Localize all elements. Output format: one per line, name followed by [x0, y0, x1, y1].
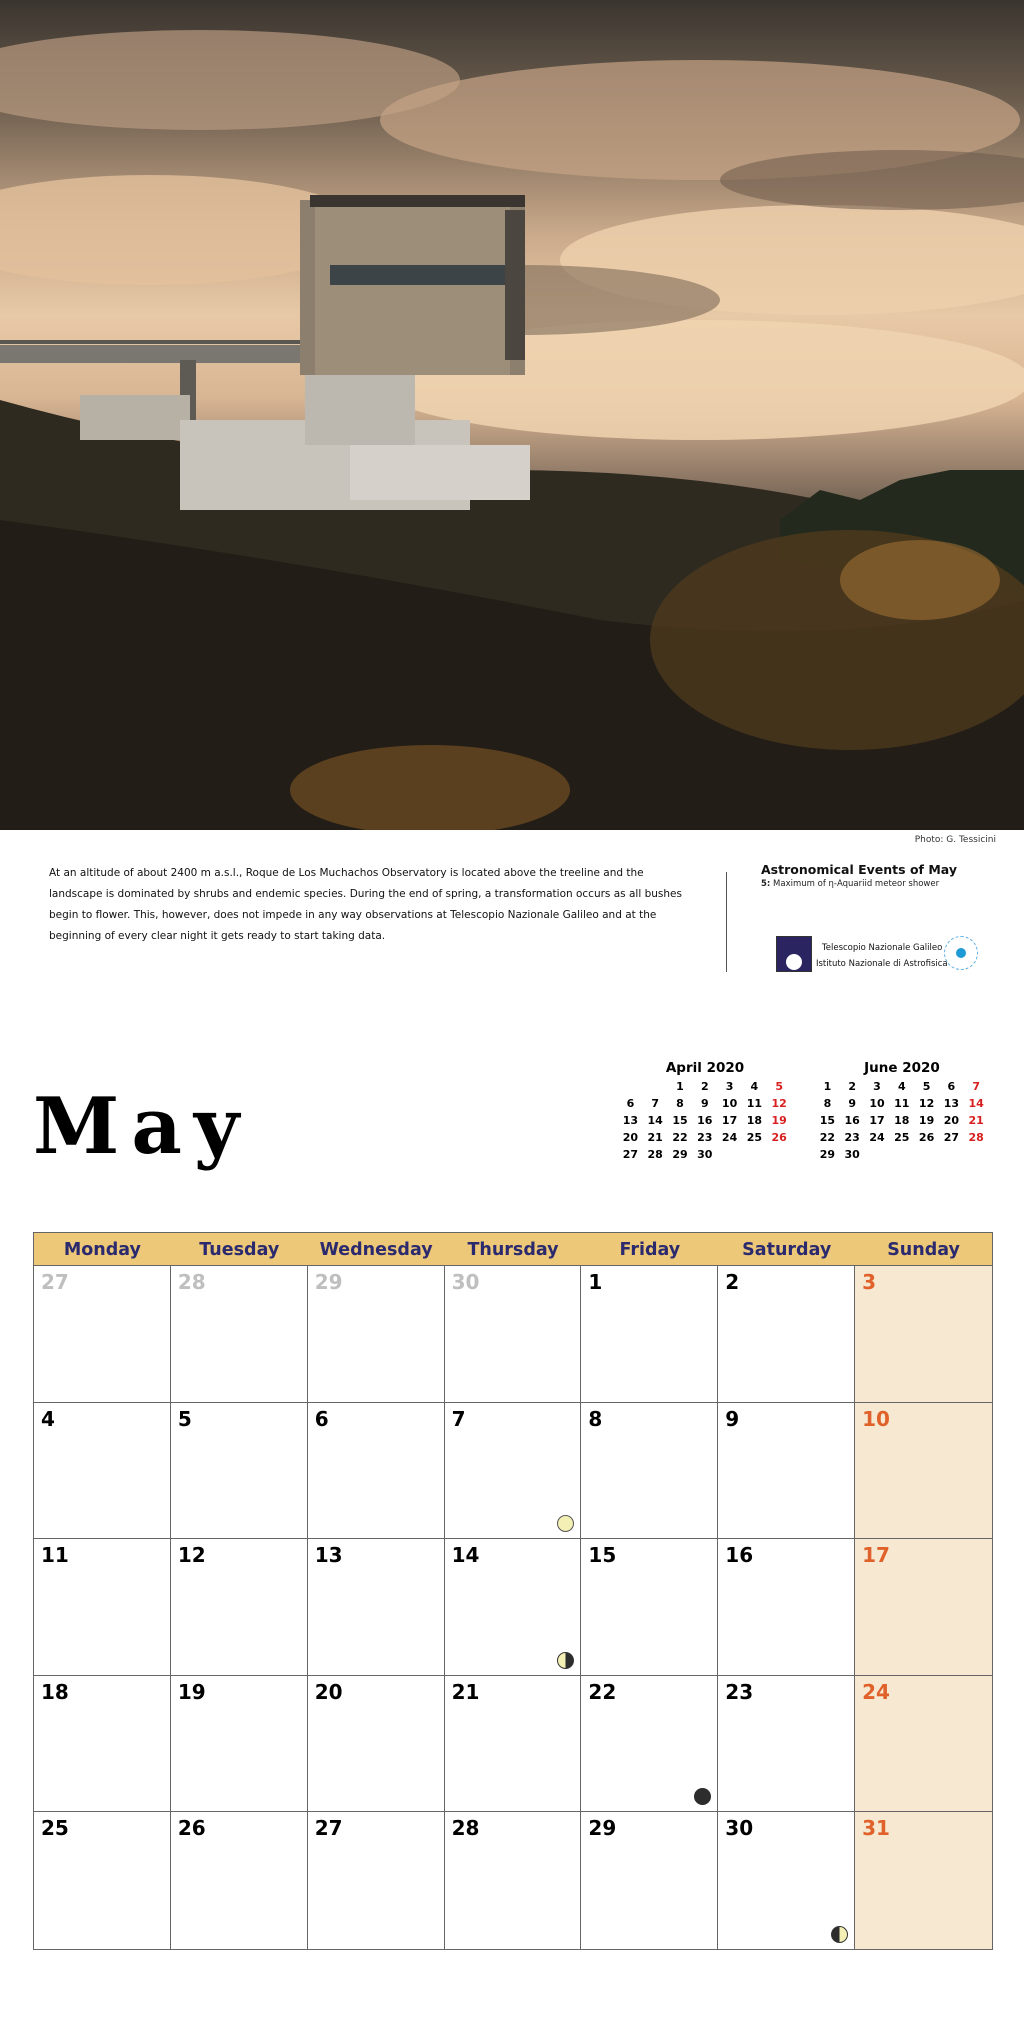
mini-day: 6	[947, 1080, 956, 1093]
logo-line-inaf: Istituto Nazionale di Astrofisica	[816, 959, 948, 969]
weekday-label: Friday	[619, 1240, 681, 1260]
institution-logos	[776, 935, 982, 975]
mini-day	[939, 1146, 964, 1163]
day-number: 13	[314, 1543, 343, 1568]
mini-day: 1	[823, 1080, 832, 1093]
day-cell	[855, 1676, 992, 1813]
mini-day: 26	[918, 1131, 935, 1144]
day-number: 11	[41, 1543, 69, 1568]
mini-calendar-april	[618, 1060, 792, 1163]
day-number: 5	[177, 1406, 192, 1431]
mini-day: 15	[672, 1114, 688, 1127]
inaf-logo-icon	[944, 936, 978, 970]
mini-day: 29	[819, 1148, 836, 1161]
day-number: 1	[588, 1270, 603, 1294]
event-item	[761, 879, 1001, 889]
mini-day: 8	[676, 1097, 684, 1110]
day-number: 28	[451, 1816, 480, 1841]
mini-day: 14	[647, 1114, 663, 1127]
day-number: 30	[725, 1816, 754, 1841]
mini-day: 9	[848, 1097, 857, 1110]
day-cell	[855, 1266, 992, 1403]
day-cell	[581, 1676, 718, 1813]
mini-day: 25	[894, 1131, 910, 1144]
mini-day: 21	[647, 1131, 663, 1144]
mini-day: 1	[676, 1080, 684, 1093]
mini-day: 27	[622, 1148, 639, 1161]
day-number: 3	[862, 1270, 877, 1294]
day-number: 8	[588, 1406, 603, 1431]
intro-paragraph: At an altitude of about 2400 m a.s.l., Roque de Los Muchachos Observatory is located above the treeline and the landscape is dominated by shrubs and endemic species. During the end of spring, a transformation occurs as all bushes begin to flower. This, however, does not impede in any way observations at Telescopio Nazionale Galileo and at the beginning of every clear night it gets ready to start taking data.	[49, 867, 682, 942]
mini-day	[767, 1146, 792, 1163]
day-cell	[34, 1266, 171, 1403]
mini-day: 10	[721, 1097, 738, 1110]
weekday-label: Sunday	[887, 1240, 960, 1260]
mini-day	[865, 1146, 890, 1163]
mini-day: 25	[746, 1131, 763, 1144]
mini-day: 12	[771, 1097, 787, 1110]
mini-calendar-grid	[618, 1078, 792, 1163]
day-number: 22	[588, 1679, 617, 1704]
mini-day: 4	[897, 1080, 906, 1093]
mini-calendar-grid	[815, 1078, 989, 1163]
divider-line	[726, 872, 727, 972]
mini-day: 22	[819, 1131, 836, 1144]
mini-day	[717, 1146, 742, 1163]
observatory-photo	[0, 0, 1024, 830]
mini-day: 5	[922, 1080, 931, 1093]
day-number: 16	[725, 1543, 754, 1568]
mini-day	[914, 1146, 939, 1163]
day-number: 6	[314, 1406, 329, 1431]
day-number: 18	[41, 1679, 69, 1704]
mini-day	[964, 1146, 989, 1163]
day-cell	[34, 1812, 171, 1949]
day-cell	[171, 1676, 308, 1813]
day-cell	[445, 1539, 582, 1676]
day-number: 31	[862, 1816, 890, 1841]
mini-day	[643, 1078, 668, 1095]
mini-day	[742, 1146, 767, 1163]
day-number: 25	[41, 1816, 69, 1841]
day-cell	[718, 1812, 855, 1949]
day-number: 2	[725, 1270, 740, 1294]
event-day: 5:	[761, 879, 771, 889]
mini-day: 24	[869, 1131, 885, 1144]
mini-day: 9	[700, 1097, 709, 1110]
weekday-label: Wednesday	[319, 1240, 433, 1260]
day-number: 28	[177, 1270, 206, 1294]
day-cell	[308, 1266, 445, 1403]
mini-day: 23	[844, 1131, 860, 1144]
events-title: Astronomical Events of May	[761, 862, 957, 877]
mini-day: 28	[968, 1131, 984, 1144]
day-number: 17	[862, 1543, 890, 1568]
weekday-label: Monday	[63, 1240, 141, 1260]
mini-day: 7	[972, 1080, 980, 1093]
day-cell	[718, 1403, 855, 1540]
day-cell	[581, 1539, 718, 1676]
tng-logo-icon	[776, 936, 812, 972]
day-cell	[445, 1812, 582, 1949]
mini-day: 16	[844, 1114, 860, 1127]
mini-day: 15	[819, 1114, 836, 1127]
day-number: 29	[588, 1816, 617, 1841]
day-number: 27	[314, 1816, 343, 1841]
mini-day: 2	[700, 1080, 709, 1093]
mini-day: 20	[943, 1114, 960, 1127]
day-number: 30	[451, 1270, 480, 1294]
day-number: 27	[41, 1270, 69, 1294]
mini-day: 30	[697, 1148, 713, 1161]
weekday-label: Tuesday	[199, 1240, 280, 1260]
day-cell	[308, 1539, 445, 1676]
mini-day: 19	[771, 1114, 787, 1127]
mini-day: 30	[844, 1148, 860, 1161]
day-cell	[445, 1676, 582, 1813]
mini-day: 23	[697, 1131, 713, 1144]
day-cell	[171, 1266, 308, 1403]
mini-day: 8	[823, 1097, 832, 1110]
day-number: 20	[314, 1679, 343, 1704]
event-text: Maximum of η-Aquariid meteor shower	[773, 879, 940, 889]
day-cell	[855, 1812, 992, 1949]
mini-day: 14	[968, 1097, 984, 1110]
day-cell	[445, 1403, 582, 1540]
weekday-label: Saturday	[742, 1240, 832, 1260]
photo-credit: Photo: G. Tessicini	[914, 835, 996, 845]
weekday-header	[34, 1233, 992, 1266]
mini-day: 24	[721, 1131, 738, 1144]
mini-day: 21	[968, 1114, 984, 1127]
calendar-days	[34, 1266, 992, 1949]
mini-day: 22	[672, 1131, 688, 1144]
mini-day: 16	[697, 1114, 713, 1127]
day-cell	[581, 1812, 718, 1949]
mini-day	[618, 1078, 643, 1095]
day-cell	[445, 1266, 582, 1403]
mini-day: 17	[869, 1114, 885, 1127]
mini-day: 13	[622, 1114, 639, 1127]
day-number: 7	[451, 1406, 466, 1431]
mini-day: 20	[622, 1131, 639, 1144]
day-cell	[581, 1403, 718, 1540]
day-cell	[171, 1403, 308, 1540]
day-number: 19	[177, 1679, 206, 1704]
day-number: 29	[314, 1270, 343, 1294]
mini-day: 17	[721, 1114, 738, 1127]
new-moon-icon	[694, 1788, 711, 1805]
day-cell	[308, 1676, 445, 1813]
mini-day: 12	[918, 1097, 935, 1110]
day-number: 4	[41, 1406, 55, 1431]
mini-day: 6	[626, 1097, 635, 1110]
day-number: 23	[725, 1679, 754, 1704]
day-number: 15	[588, 1543, 617, 1568]
mini-calendar-title: June 2020	[864, 1060, 940, 1076]
mini-day: 18	[894, 1114, 910, 1127]
day-number: 14	[451, 1543, 480, 1568]
mini-day: 2	[848, 1080, 857, 1093]
day-number: 12	[177, 1543, 206, 1568]
mini-day: 11	[894, 1097, 910, 1110]
mini-day: 29	[672, 1148, 688, 1161]
mini-day: 3	[873, 1080, 881, 1093]
mini-calendar-june	[815, 1060, 989, 1163]
mini-day: 28	[647, 1148, 663, 1161]
day-cell	[718, 1676, 855, 1813]
day-number: 9	[725, 1406, 740, 1431]
mini-day: 7	[651, 1097, 660, 1110]
day-cell	[855, 1539, 992, 1676]
day-cell	[34, 1539, 171, 1676]
day-cell	[34, 1403, 171, 1540]
mini-day: 5	[775, 1080, 783, 1093]
mini-day	[889, 1146, 914, 1163]
first-moon-icon	[831, 1926, 848, 1943]
day-cell	[171, 1539, 308, 1676]
day-cell	[718, 1266, 855, 1403]
mini-day: 11	[746, 1097, 763, 1110]
mini-day: 26	[771, 1131, 787, 1144]
mini-day: 10	[869, 1097, 885, 1110]
day-number: 24	[862, 1679, 890, 1704]
mini-day: 27	[943, 1131, 960, 1144]
month-calendar	[33, 1232, 993, 1950]
month-title: May	[33, 1081, 252, 1172]
day-number: 21	[451, 1679, 480, 1704]
day-cell	[581, 1266, 718, 1403]
day-cell	[308, 1403, 445, 1540]
photo-illustration	[0, 0, 1024, 830]
last-moon-icon	[557, 1652, 574, 1669]
weekday-label: Thursday	[467, 1240, 559, 1260]
day-cell	[718, 1539, 855, 1676]
day-number: 26	[177, 1816, 206, 1841]
logo-line-tng: Telescopio Nazionale Galileo	[822, 943, 943, 953]
mini-calendar-title: April 2020	[665, 1060, 745, 1076]
mini-day: 4	[750, 1080, 759, 1093]
day-number: 10	[862, 1406, 890, 1431]
full-moon-icon	[557, 1515, 574, 1532]
mini-day: 13	[943, 1097, 960, 1110]
day-cell	[855, 1403, 992, 1540]
day-cell	[34, 1676, 171, 1813]
day-cell	[308, 1812, 445, 1949]
mini-day: 3	[725, 1080, 734, 1093]
mini-day: 18	[746, 1114, 763, 1127]
logo-text	[816, 940, 948, 972]
astronomical-events	[761, 862, 1001, 889]
mini-day: 19	[918, 1114, 935, 1127]
day-cell	[171, 1812, 308, 1949]
